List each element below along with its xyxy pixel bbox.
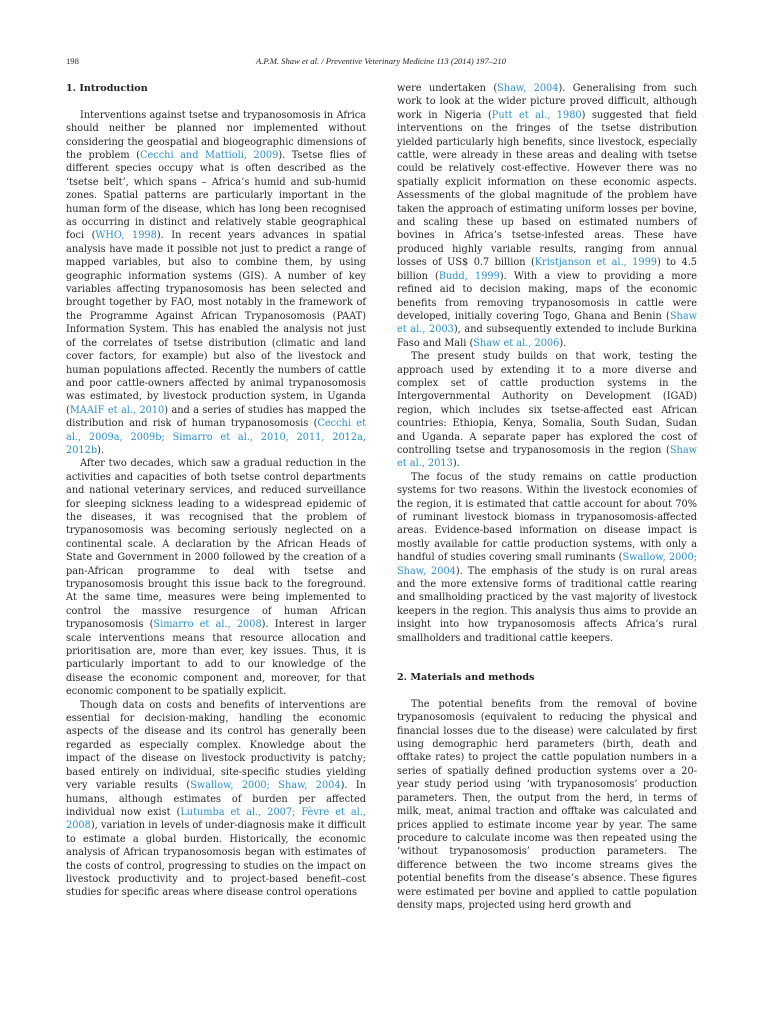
paragraph-text: ) to 4.5 billion (	[397, 257, 697, 282]
paragraph	[66, 109, 366, 458]
right-column	[397, 82, 697, 912]
paragraph	[397, 471, 697, 645]
paragraph-text: ), and subsequently extended to include Burkina Faso and Mali (	[397, 324, 697, 349]
paragraph-text: Interventions against tsetse and trypanosomosis in Africa should neither be planned nor implemented without considering the geospatial and biogeographic dimensions of the problem (	[66, 109, 366, 162]
paragraph-text: ), variation in levels of under-diagnosis make it difficult to estimate a global burden. Historically, the economic analysis of African trypanosomosis began with estimates of the costs of control, progressing to studies on the impact on livestock productivity and to project-based benefit–cost studies for specific areas where disease control operations	[66, 820, 366, 899]
paragraph-text: Though data on costs and benefits of interventions are essential for decision-making, handling the economic aspects of the disease and its control has generally been regarded as especially complex. Knowledge about the impact of the disease on livestock productivity is patchy; based entirely on individual, site-specific studies yielding very variable results (	[66, 699, 366, 792]
citation-link[interactable]: Putt et al., 1980	[491, 109, 582, 121]
introduction-body	[66, 109, 366, 900]
citation-link[interactable]: Shaw, 2004	[497, 83, 559, 94]
paragraph-text: ). In recent years advances in spatial analysis have made it possible not just to predict a range of mapped variables, but also to combine them, by using geographic information systems (GIS). A number of key variables affecting trypanosomosis has been selected and brought together by FAO, most notably in the framework of the Programme Against African Trypanosomosis (PAAT) Information System. This has enabled the analysis not just of the correlates of tsetse distribution (climatic and land cover factors, for example) but also of the livestock and human populations affected. Recently the numbers of cattle and poor cattle-owners affected by animal trypanosomosis was estimated, by livestock production system, in Uganda (	[66, 230, 366, 416]
paragraph-text: The focus of the study remains on cattle production systems for two reasons. Within the livestock economies of the region, it is estimated that cattle account for about 70% of ruminant livestock biomass in trypanosomosis-affected areas. Evidence-based information on disease impact is mostly available for cattle production systems, with only a handful of studies covering small ruminants (	[397, 471, 697, 564]
paragraph	[397, 698, 697, 913]
methods-heading: 2. Materials and methods	[397, 672, 535, 684]
citation-link[interactable]: MAAIF et al., 2010	[69, 404, 165, 416]
citation-link[interactable]: Lutumba et al., 2007; Fèvre et al., 2008	[66, 806, 366, 832]
citation-link[interactable]: Cecchi et al., 2009a, 2009b; Simarro et al., 2010, 2011, 2012a, 2012b	[66, 418, 366, 456]
citation-link[interactable]: Cecchi and Mattioli, 2009	[140, 150, 279, 162]
citation-link[interactable]: Shaw et al., 2003	[397, 310, 697, 336]
paragraph-text: The potential benefits from the removal of bovine trypanosomosis (equivalent to reducing the physical and financial losses due to the disease) were calculated by first using demographic herd parameters (birth, death and offtake rates) to project the cattle population numbers in a series of spatially defined production systems over a 20-year study period using ‘with trypanosomosis’ production parameters. Then, the output from the herd, in terms of milk, meat, animal traction and offtake was calculated and prices applied to estimate income year by year. The same procedure to calculate income was then repeated using the ‘without trypanosomosis’ production parameters. The difference between the two income streams gives the potential benefits from the disease’s absence. These figures were estimated per bovine and applied to cattle population density maps, projected using herd growth and	[397, 698, 697, 911]
paragraph-text: ). Generalising from such work to look at the wider picture proved difficult, although work in Nigeria (	[397, 83, 697, 121]
introduction-heading: 1. Introduction	[66, 83, 148, 94]
paragraph-text: ). Interest in larger scale interventions means that resource allocation and prioritisation are, more than ever, key issues. Thus, it is particularly important to add to our knowledge of the disease the economic component and, moreover, for that economic component to be spatially explicit.	[66, 619, 366, 698]
citation-link[interactable]: WHO, 1998	[95, 230, 157, 242]
methods-body	[397, 698, 697, 913]
paragraph-text: After two decades, which saw a gradual reduction in the activities and capacities of both tsetse control departments and national veterinary services, and reduced surveillance for sleeping sickness leading to a widespread epidemic of the diseases, it was recognised that the problem of trypanosomosis was becoming seriously neglected on a continental scale. A declaration by the African Heads of State and Government in 2000 followed by the creation of a pan-African programme to deal with tsetse and trypanosomosis brought this issue back to the foreground. At the same time, measures were being implemented to control the massive resurgence of human African trypanosomosis (	[66, 458, 366, 631]
paragraph-text: The present study builds on that work, testing the approach used by extending it to a more diverse and complex set of cattle production systems in the Intergovernmental Authority on Development (IGAD) region, which includes six tsetse-affected east African countries: Ethiopia, Kenya, Somalia, South Sudan, Sudan and Uganda. A separate paper has explored the cost of controlling tsetse and trypanosomosis in the region (	[397, 351, 697, 456]
paragraph-text: ). In humans, although estimates of burden per affected individual now exist (	[66, 780, 366, 818]
paragraph-text: ).	[97, 444, 104, 456]
paragraph-text: ) and a series of studies has mapped the distribution and risk of human trypanosomosis (	[66, 404, 366, 430]
paragraph	[66, 699, 366, 900]
paragraph	[66, 457, 366, 698]
citation-link[interactable]: Shaw et al., 2006	[473, 337, 560, 349]
citation-link[interactable]: Simarro et al., 2008	[153, 619, 262, 631]
paragraph-text: ).	[452, 458, 460, 470]
citation-link[interactable]: Swallow, 2000; Shaw, 2004	[397, 552, 697, 577]
paragraph-text: ) suggested that field interventions on the fringes of the tsetse distribution yielded particularly high benefits, since livestock, especially cattle, were already in these areas and dealing with tsetse could be relatively cost-effective. However there was no spatially explicit information on these economic aspects. Assessments of the global magnitude of the problem have taken the approach of estimating uniform losses per bovine, and scaling these up based on estimated numbers of bovines in Africa’s tsetse-infested areas. These have produced highly variable results, ranging from annual losses of US$ 0.7 billion (	[397, 109, 697, 269]
citation-link[interactable]: Swallow, 2000; Shaw, 2004	[190, 780, 341, 792]
journal-citation: A.P.M. Shaw et al. / Preventive Veterinary Medicine 113 (2014) 197–210	[256, 56, 506, 66]
paragraph-text: ). With a view to providing a more refined aid to decision making, maps of the economic benefits from removing trypanosomosis in cattle were developed, initially covering Togo, Ghana and Benin (	[397, 270, 697, 322]
citation-link[interactable]: Shaw et al., 2013	[397, 444, 697, 470]
left-column	[66, 82, 366, 900]
introduction-continued	[397, 82, 697, 645]
paragraph-text: ). Tsetse flies of different species occupy what is often described as the ‘tsetse belt’, which spans – Africa’s humid and sub-humid zones. Spatial patterns are particularly important in the human form of the disease, which has long been recognised as occurring in distinct and relatively stable geographical foci (	[66, 150, 366, 242]
paragraph-text: ). The emphasis of the study is on rural areas and the more extensive forms of traditional cattle rearing and smallholding practiced by the vast majority of livestock keepers in the region. This analysis thus aims to provide an insight into how trypanosomosis affects Africa’s rural smallholders and traditional cattle keepers.	[397, 565, 697, 644]
citation-link[interactable]: Budd, 1999	[438, 270, 500, 282]
citation-link[interactable]: Kristjanson et al., 1999	[534, 257, 657, 269]
paragraph-text: ).	[559, 337, 567, 349]
paragraph	[397, 350, 697, 471]
paragraph-text: were undertaken (	[397, 83, 498, 94]
page-number: 198	[66, 56, 79, 66]
paragraph	[397, 82, 697, 350]
